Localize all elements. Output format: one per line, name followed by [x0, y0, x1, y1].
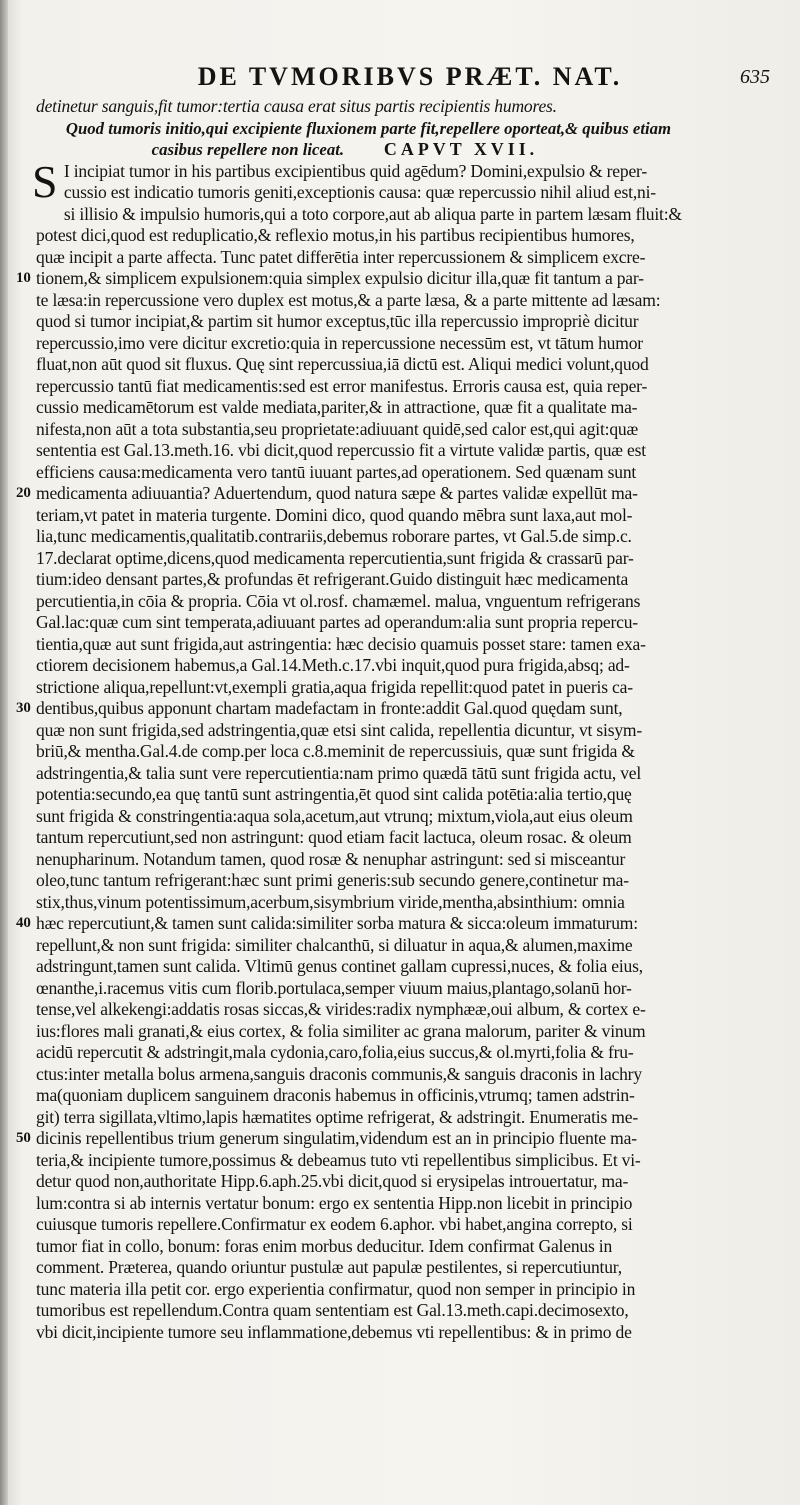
text-line [36, 333, 774, 355]
text-line-content: potentia:secundo,ea quę tantū sunt astringentia,ēt quod sint calida potētia:alia tertio,quę [36, 784, 632, 804]
text-line-content: oleo,tunc tantum refrigerant:hæc sunt primi generis:sub secundo genere,continetur ma- [36, 870, 629, 890]
main-text-block [16, 96, 776, 1343]
text-line-content: cuiusque tumoris repellere.Confirmatur ex eodem 6.aphor. vbi habet,angina correpto, si [36, 1214, 633, 1234]
text-line-content: adstringunt,tamen sunt calida. Vltimū genus continet gallam cupressi,nuces, & folia eius, [36, 956, 643, 976]
text-line-content: te læsa:in repercussione vero duplex est motus,& a parte læsa, & a parte mittente ad læsam: [36, 289, 661, 310]
text-line-content: tense,vel alkekengi:addatis rosas siccas,& virides:radix nymphææ,oui album, & cortex e- [36, 999, 646, 1019]
text-line [36, 1150, 774, 1172]
text-line [36, 1064, 774, 1086]
text-line [36, 741, 774, 763]
text-line-content: quæ incipit a parte affecta. Tunc patet differētia inter repercussionem & simplicem excre- [36, 246, 646, 267]
text-line [36, 806, 774, 828]
text-line-content: repercussio,imo vere dicitur excretio:quia in repercussione necessūm est, vt tātum humor [36, 332, 643, 353]
text-line [36, 1085, 774, 1107]
text-line-content: briū,& mentha.Gal.4.de comp.per loca c.8.meminit de repercussiuis, quæ sunt frigida & [36, 741, 635, 761]
margin-line-number: 10 [16, 270, 31, 286]
text-line-content: ctiorem decisionem habemus,a Gal.14.Meth.c.17.vbi inquit,quod pura frigida,absq; ad- [36, 655, 630, 675]
text-line-content: tionem,& simplicem expulsionem:quia simplex expulsio dicitur illa,quæ fit tantum a par- [36, 268, 644, 288]
chapter-heading: Quod tumoris initio,qui excipiente fluxionem parte fit,repellere oporteat,& quibus etiam [65, 118, 672, 138]
text-line [36, 634, 774, 656]
drop-cap: S [32, 155, 58, 207]
intro-line: detinetur sanguis,fit tumor:tertia causa erat situs partis recipientis humores. [36, 96, 557, 116]
text-line [36, 849, 774, 871]
margin-line-number: 20 [16, 485, 31, 501]
text-line-content: git) terra sigillata,vltimo,lapis hæmatites optime refrigerat, & adstringit. Enumeratis me- [36, 1106, 638, 1127]
text-line-content: efficiens causa:medicamenta vero tantū iuuant partes,ad operationem. Sed quænam sunt [36, 461, 637, 482]
text-line-content: vbi dicit,incipiente tumore seu inflammatione,debemus vti repellentibus: & in primo de [36, 1321, 632, 1342]
text-line [16, 913, 774, 935]
text-line [36, 376, 774, 398]
chapter-heading-text: casibus repellere non liceat. [151, 140, 345, 159]
text-line [36, 784, 774, 806]
text-line [36, 505, 774, 527]
text-line-content: tumoribus est repellendum.Contra quam sententiam est Gal.13.meth.capi.decimosexto, [36, 1300, 629, 1320]
text-line-content: repellunt,& non sunt frigida: similiter chalcanthū, si diluatur in aqua,& alumen,maxime [36, 934, 633, 955]
text-line-content: quæ non sunt frigida,sed adstringentia,quæ etsi sint calida, repellentia dicuntur, vt sisym- [36, 719, 642, 740]
text-line-content: sunt frigida & constringentia:aqua sola,acetum,aut vtrunq; mixtum,viola,aut eius oleum [36, 805, 633, 826]
text-line [16, 268, 774, 290]
text-line [36, 677, 774, 699]
text-line [36, 870, 774, 892]
text-line [36, 1171, 774, 1193]
text-line [36, 247, 774, 269]
text-line-content: teria,& incipiente tumore,possimus & debeamus tuto vti repellentibus simplicibus. Et vi- [36, 1149, 641, 1170]
text-line [36, 182, 774, 204]
text-line-content: 17.declarat optime,dicens,quod medicamenta repercutientia,sunt frigida & crassarū par- [36, 547, 634, 568]
text-line-content: lum:contra si ab internis vertatur bonum: ergo ex sententia Hipp.non licebit in principio [36, 1192, 633, 1213]
text-line [36, 1107, 774, 1129]
text-line [36, 655, 774, 677]
text-line-content: tumor fiat in collo, bonum: foras enim morbus deducitur. Idem confirmat Galenus in [36, 1235, 613, 1256]
text-line [36, 1193, 774, 1215]
text-line [36, 569, 774, 591]
text-line-content: tantum repercutiunt,sed non astringunt: quod etiam facit lactuca, oleum rosac. & oleum [36, 827, 632, 847]
text-line-content: acidū repercutit & adstringit,mala cydonia,caro,folia,eius succus,& ol.myrti,folia & fru- [36, 1042, 634, 1062]
text-line-content: si illisio & impulsio humoris,qui a toto corpore,aut ab aliqua parte in partem læsam fluit:& [63, 203, 682, 224]
text-line [36, 1257, 774, 1279]
text-line-content: sententia est Gal.13.meth.16. vbi dicit,quod repercussio fit a virtute validæ partis, quæ est [36, 440, 646, 460]
text-line-content: dicinis repellentibus trium generum singulatim,videndum est an in principio fluente ma- [36, 1128, 637, 1148]
text-line [36, 763, 774, 785]
margin-line-number: 40 [16, 915, 31, 931]
text-line-content: stix,thus,vinum potentissimum,acerbum,sisymbrium viride,mentha,absinthium: omnia [36, 891, 625, 912]
text-line-content: potest dici,quod est reduplicatio,& reflexio motus,in his partibus recipientibus humores, [36, 225, 635, 245]
text-line-content: I incipiat tumor in his partibus excipientibus quid agēdum? Domini,expulsio & reper- [63, 160, 647, 181]
text-line [36, 1279, 774, 1301]
text-line [36, 978, 774, 1000]
text-line [36, 354, 774, 376]
margin-line-number: 50 [16, 1130, 31, 1146]
text-line [36, 440, 774, 462]
text-line-content: comment. Præterea, quando oriuntur pustulæ aut papulæ pestilentes, si repercutiuntur, [36, 1257, 622, 1277]
text-line-content: strictione aliqua,repellunt:vt,exempli gratia,aqua frigida repellit:quod patet in pueris ca- [36, 676, 633, 697]
text-line-content: lia,tunc medicamentis,qualitatib.contrariis,debemus roborare partes, vt Gal.5.de simp.c. [36, 526, 632, 546]
text-line [36, 397, 774, 419]
text-line-content: detur quod non,authoritate Hipp.6.aph.25.vbi dicit,quod si erysipelas introuertatur, ma- [36, 1171, 629, 1191]
text-line-content: ctus:inter metalla bolus armena,sanguis draconis communis,& sanguis draconis in lachry [36, 1063, 642, 1084]
text-line [16, 698, 774, 720]
text-line [36, 1236, 774, 1258]
text-line-content: Gal.lac:quæ cum sint temperata,adiuuant partes ad operandum:alia sunt propria repercu- [36, 612, 638, 632]
text-line-content: cussio medicamētorum est valde mediata,pariter,& in attractione, quæ fit a qualitate ma- [36, 397, 638, 417]
text-line [36, 419, 774, 441]
text-line-content: tium:ideo densant partes,& profundas ēt refrigerant.Guido distinguit hæc medicamenta [36, 569, 629, 589]
text-line [36, 1214, 774, 1236]
text-line-content: hæc repercutiunt,& tamen sunt calida:similiter sorba matura & sicca:oleum immaturum: [36, 913, 638, 933]
text-line-content: quod si tumor incipiat,& partim sit humor exceptus,tūc illa repercussio impropriè dicitur [36, 311, 639, 331]
text-line [36, 935, 774, 957]
text-line [36, 720, 774, 742]
text-line-content: cussio est indicatio tumoris geniti,exceptionis causa: quæ repercussio nihil aliud est,ni- [63, 182, 656, 202]
text-line [36, 1300, 774, 1322]
text-line-content: nenupharinum. Notandum tamen, quod rosæ & nenuphar astringunt: sed si misceantur [36, 848, 626, 869]
chapter-label: CAPVT XVII. [383, 139, 539, 159]
text-line-content: fluat,non aūt quod sit fluxus. Quę sint repercussiua,iā dictū est. Aliqui medici volunt,quod [36, 354, 649, 374]
text-line [36, 526, 774, 548]
text-line-content: medicamenta adiuuantia? Aduertendum, quod natura sæpe & partes validæ expellūt ma- [36, 483, 638, 503]
margin-line-number: 30 [16, 700, 31, 716]
text-line [36, 999, 774, 1021]
text-line-content: tunc materia illa petit cor. ergo experientia confirmatur, quod non semper in principio in [36, 1278, 636, 1299]
text-line-content: percutientia,in cōia & propria. Cōia vt ol.rosf. chamæmel. malua, vnguentum refrigerans [36, 590, 641, 611]
text-line [36, 956, 774, 978]
text-line-content: adstringentia,& talia sunt vere repercutientia:nam primo quædā tātū sunt frigida actu, vel [36, 762, 642, 783]
text-line [16, 483, 774, 505]
body-text [16, 155, 776, 1344]
text-line-content: tientia,quæ aut sunt frigida,aut astringentia: hæc decisio quamuis posset stare: tamen exa- [36, 633, 646, 654]
text-line [36, 462, 774, 484]
text-line-content: ius:flores mali granati,& eius cortex, & folia similiter ac grana malorum, pariter & vinum [36, 1020, 646, 1041]
text-line [36, 548, 774, 570]
text-line-content: dentibus,quibus apponunt chartam madefactam in fronte:addit Gal.quod quędam sunt, [36, 698, 623, 718]
text-line [36, 612, 774, 634]
chapter-heading-continued [36, 139, 774, 161]
text-line [36, 1042, 774, 1064]
text-line [36, 311, 774, 333]
text-line [36, 225, 774, 247]
text-line-content: œnanthe,i.racemus vitis cum florib.portulaca,semper viuum maius,plantago,solanū hor- [36, 977, 632, 998]
text-line-content: nifesta,non aūt a tota substantia,seu proprietate:adiuuant quidē,sed calor est,qui agit:quæ [36, 418, 638, 439]
page-number: 635 [740, 66, 770, 88]
text-line [36, 1021, 774, 1043]
text-line-content: repercussio tantū fiat medicamentis:sed est error manifestus. Erroris causa est, quia reper- [36, 375, 648, 396]
text-line-content: ma(quoniam duplicem sanguinem draconis habemus in officinis,vtrumq; tamen adstrin- [36, 1085, 635, 1105]
page-gutter-shadow [0, 0, 8, 1505]
text-line [36, 892, 774, 914]
text-line-content: teriam,vt patet in materia turgente. Domini dico, quod quando mēbra sunt laxa,aut mol- [36, 504, 633, 525]
text-line [36, 204, 774, 226]
running-head: DE TVMORIBVS PRÆT. NAT. [197, 62, 623, 91]
text-line [36, 591, 774, 613]
text-line [36, 290, 774, 312]
text-line [36, 1322, 774, 1344]
text-line [16, 1128, 774, 1150]
text-line [36, 827, 774, 849]
